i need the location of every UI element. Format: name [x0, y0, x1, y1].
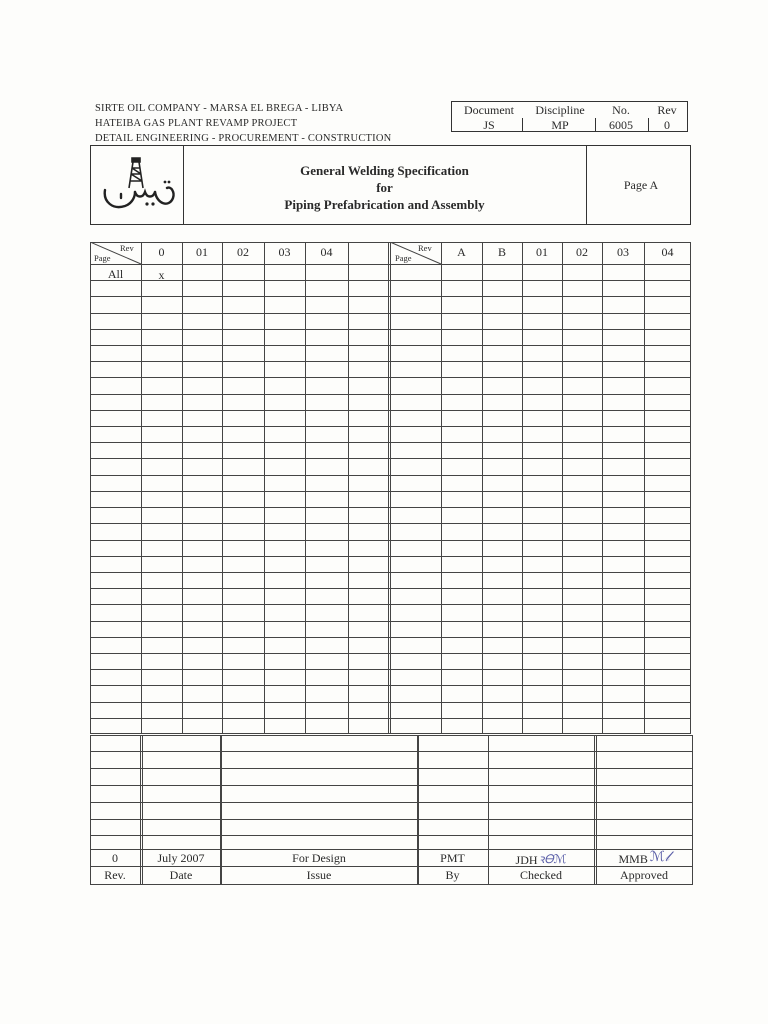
left-col-header: 04 — [320, 245, 333, 259]
page-label: Page A — [623, 178, 659, 192]
issue-approved-value — [596, 851, 692, 867]
title-line-3: Piping Prefabrication and Assembly — [284, 197, 485, 212]
doc-label: Document — [464, 103, 514, 117]
issue-by-label: By — [445, 868, 460, 882]
issue-table — [90, 735, 693, 885]
right-col-header: 03 — [617, 245, 629, 259]
left-col-header: 02 — [237, 245, 249, 259]
discipline-label: Discipline — [535, 103, 585, 117]
left-header-rev: Rev — [120, 243, 134, 253]
issue-rev-value: 0 — [112, 851, 118, 865]
right-header-page: Page — [395, 253, 412, 263]
rev-label: Rev — [657, 103, 677, 117]
title-line-1: General Welding Specification — [300, 163, 469, 178]
title-block — [90, 145, 691, 225]
issue-by-value: PMT — [440, 851, 465, 865]
doc-value: JS — [483, 118, 495, 132]
issue-checked-label: Checked — [520, 868, 562, 882]
revision-grid-lines — [90, 242, 691, 734]
issue-description-value: For Design — [292, 851, 346, 865]
left-col-header: 03 — [278, 245, 291, 259]
first-row-rev-mark: x — [158, 268, 165, 282]
issue-rev-label: Rev. — [104, 868, 126, 882]
left-col-header: 01 — [196, 245, 208, 259]
revision-grid — [90, 242, 691, 734]
issue-date-value: July 2007 — [157, 851, 205, 865]
right-col-header: 01 — [536, 245, 548, 259]
right-col-header: 02 — [576, 245, 588, 259]
discipline-value: MP — [551, 118, 569, 132]
approved-initials: MMB — [618, 852, 648, 866]
approved-signature-icon: ℳ𝓁 — [649, 849, 670, 865]
left-col-header: 0 — [158, 245, 165, 259]
rev-value: 0 — [664, 118, 670, 132]
checked-initials: JDH — [515, 853, 538, 867]
title-line-2: for — [376, 180, 393, 195]
right-header-rev: Rev — [418, 243, 432, 253]
number-value: 6005 — [609, 118, 633, 132]
company-line: SIRTE OIL COMPANY - MARSA EL BREGA - LIBYA — [95, 103, 344, 114]
document-number-box — [451, 101, 688, 132]
right-col-header: A — [457, 245, 466, 259]
doc-separator — [522, 118, 523, 132]
checked-signature-icon: ꝛᎾℳ — [538, 852, 567, 866]
title-divider — [586, 146, 587, 224]
left-header-page: Page — [94, 253, 111, 263]
doc-separator — [648, 118, 649, 132]
right-col-header: 04 — [661, 245, 674, 259]
first-row-page: All — [107, 267, 124, 281]
right-col-header: B — [497, 245, 506, 259]
project-line: HATEIBA GAS PLANT REVAMP PROJECT — [95, 118, 298, 129]
doc-separator — [595, 118, 596, 132]
document-title — [183, 162, 586, 213]
number-label: No. — [612, 103, 630, 117]
issue-checked-value — [488, 851, 594, 868]
scope-line: DETAIL ENGINEERING - PROCUREMENT - CONSTRUCTION — [95, 133, 392, 144]
issue-date-label: Date — [169, 868, 193, 882]
issue-approved-label: Approved — [620, 868, 668, 882]
company-logo — [99, 154, 177, 218]
issue-description-label: Issue — [306, 868, 332, 882]
